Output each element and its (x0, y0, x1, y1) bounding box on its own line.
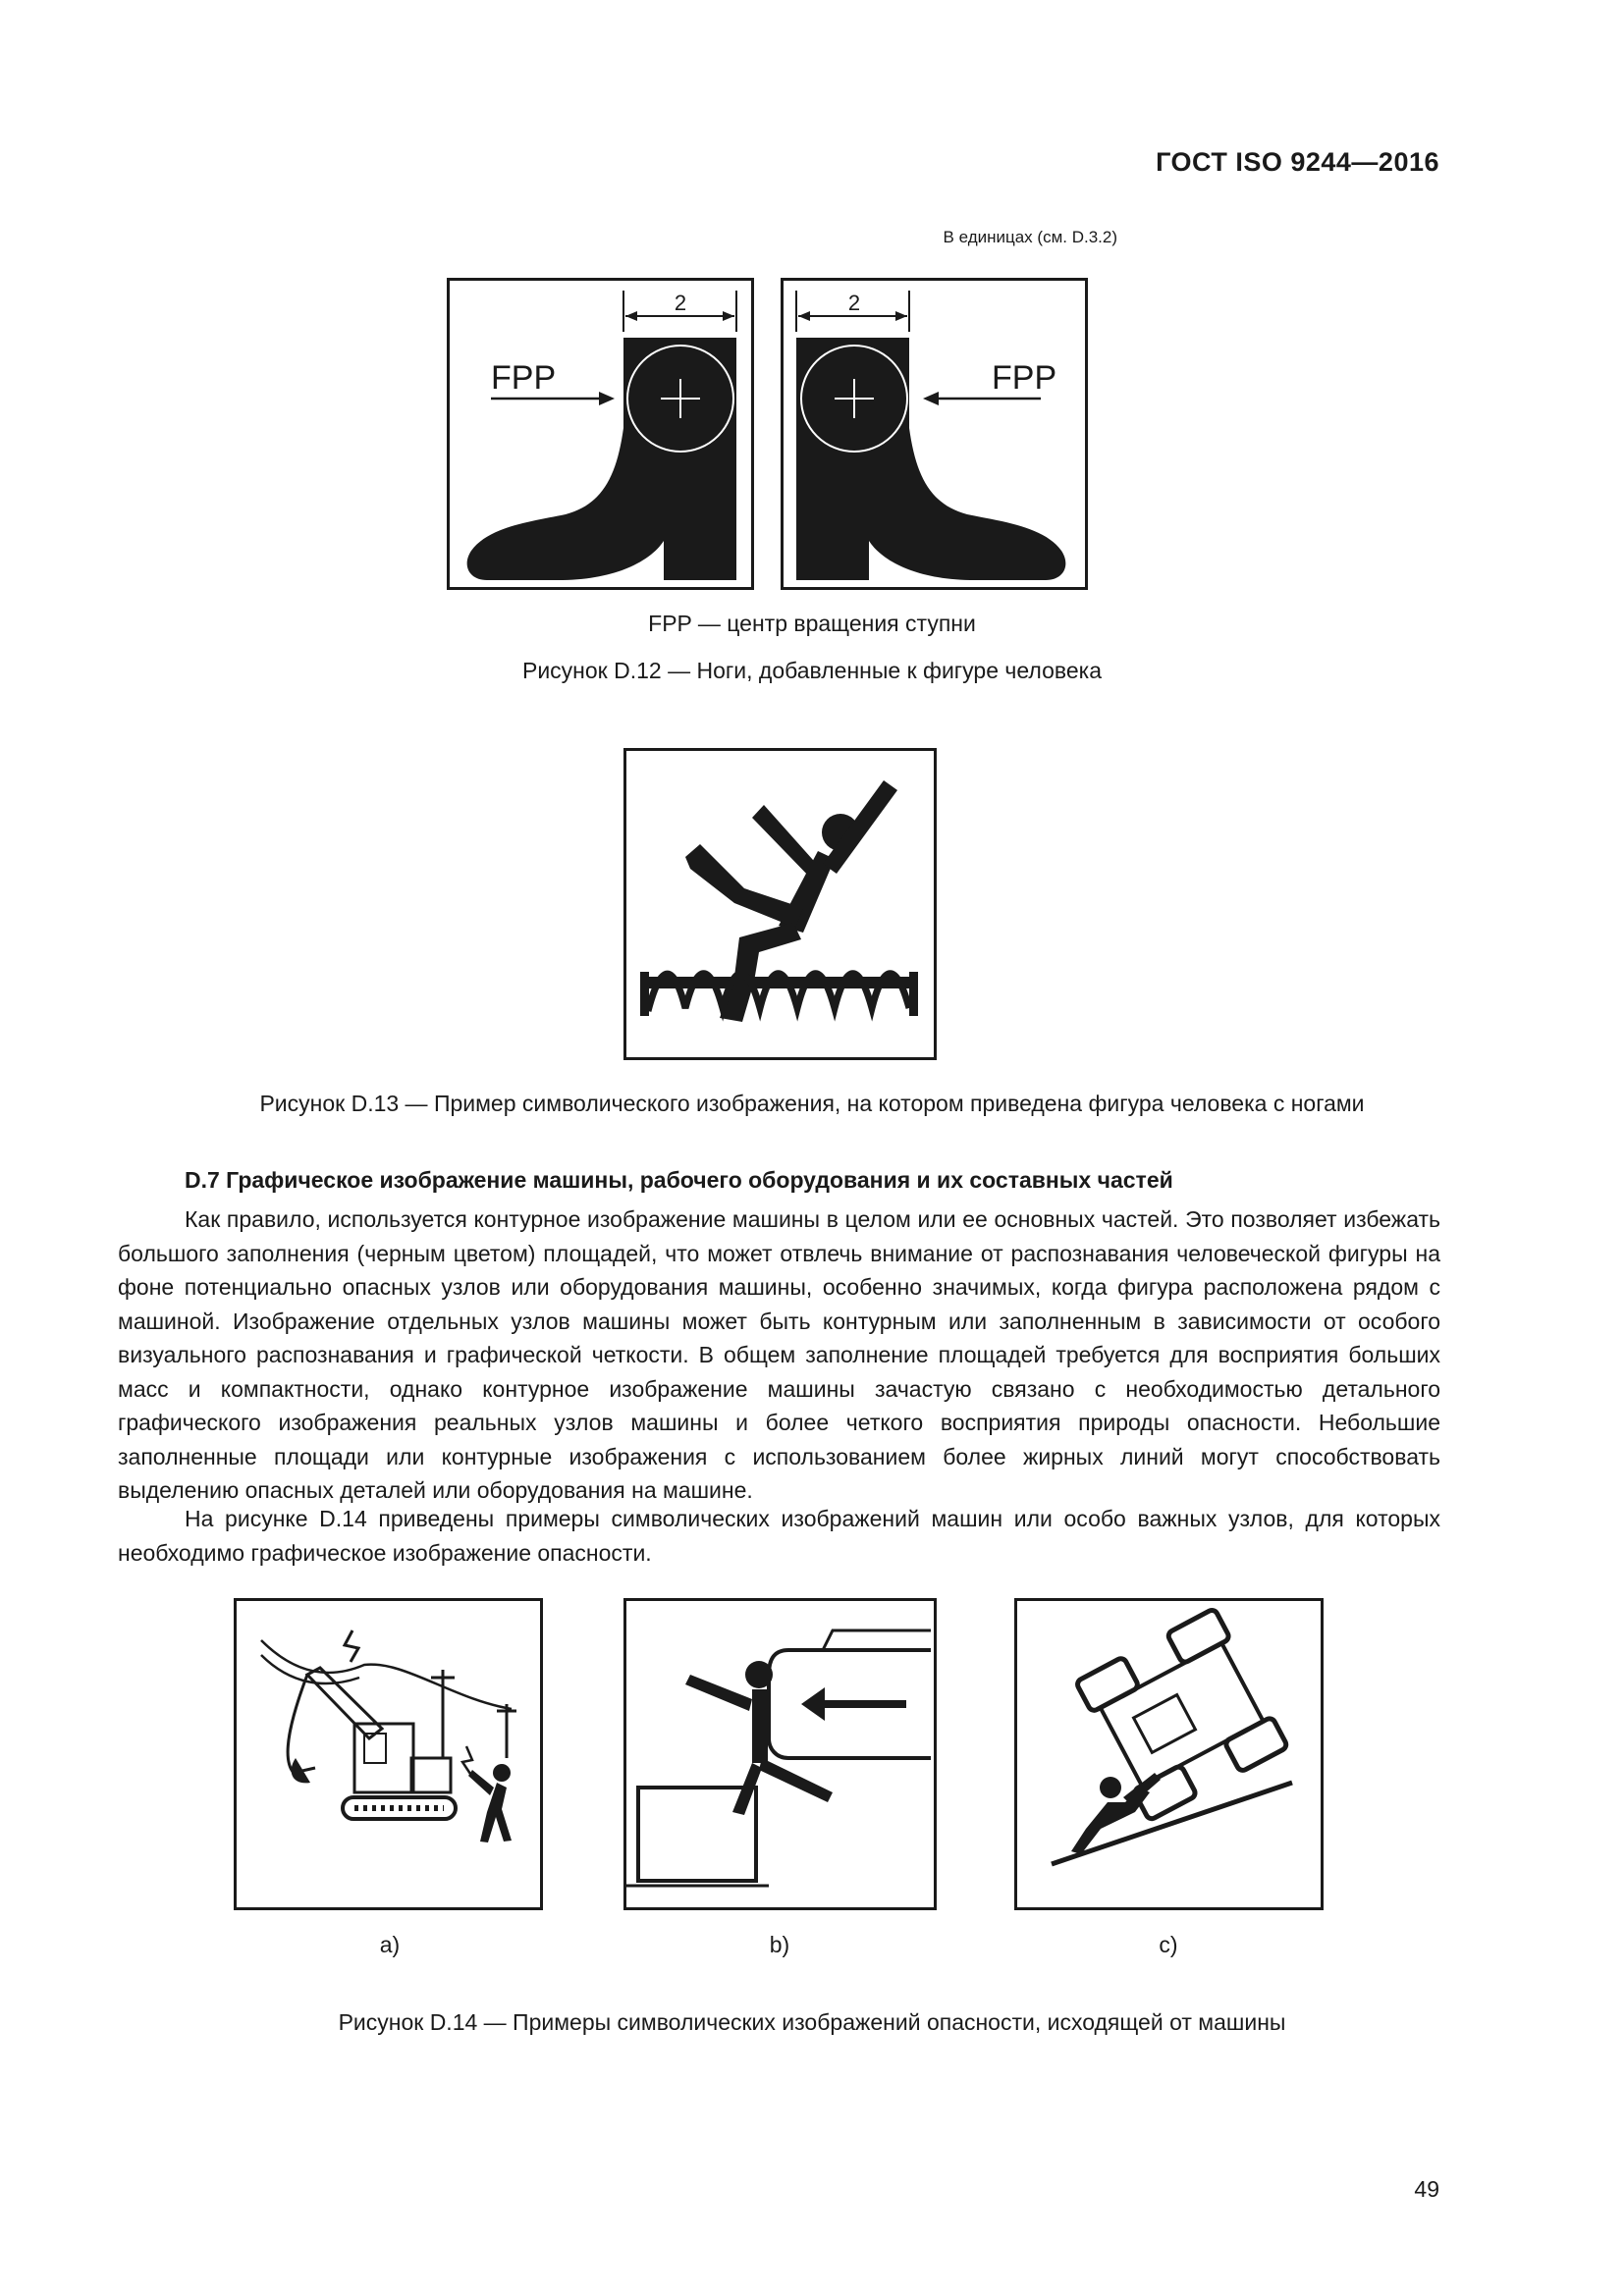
excavator-powerline-symbol (234, 1598, 543, 1910)
falling-person-auger-drawing (626, 751, 934, 1057)
fpp-legend: FPP — центр вращения ступни (648, 611, 976, 636)
auger-hazard-symbol (623, 748, 937, 1060)
page-number: 49 (1414, 2176, 1439, 2202)
paragraph-2 (118, 1502, 1440, 1570)
excavator-drawing (237, 1601, 540, 1907)
right-fpp-label: FPP (992, 359, 1057, 397)
left-boot-drawing (450, 281, 751, 587)
figure-d13-caption: Рисунок D.13 — Пример символического изображения, на котором приведена фигура человека с ногами (259, 1091, 1365, 1116)
crushing-hazard-symbol (623, 1598, 937, 1910)
paragraph-1-text: Как правило, используется контурное изображение машины в целом или ее основных частей. Это позволяет избежать большого заполнения (черным цветом) площадей, что может отвлечь внимание от распознавания человеческой фигуры на фоне потенциально опасных узлов или оборудования машины, особенно значимых, когда фигура расположена рядом с машиной. Изображение отдельных узлов машины может быть контурным или заполненным в зависимости от особого визуального распознавания и графической четкости. В общем заполнение площадей требуется для восприятия больших масс и компактности, однако контурное изображение машины зачастую связано с необходимостью детального графического изображения реальных узлов машины и более четкого восприятия природы опасности. Небольшие заполненные площади или контурные изображения с использованием более жирных линий могут способствовать выделению опасных деталей или оборудования на машине. (118, 1206, 1440, 1503)
figure-d14-caption: Рисунок D.14 — Примеры символических изображений опасности, исходящей от машины (338, 2009, 1286, 2035)
paragraph-1 (118, 1202, 1440, 1508)
left-boot-dimension: 2 (674, 291, 687, 315)
overturning-hazard-symbol (1014, 1598, 1324, 1910)
left-fpp-label: FPP (491, 359, 557, 397)
moving-machine-drawing (626, 1601, 934, 1907)
right-boot-dimension: 2 (847, 291, 861, 315)
units-note: В единицах (см. D.3.2) (943, 228, 1117, 246)
standard-code: ГОСТ ISO 9244—2016 (1156, 147, 1439, 177)
left-boot-figure (447, 278, 754, 590)
right-boot-drawing (784, 281, 1085, 587)
section-heading: D.7 Графическое изображение машины, рабочего оборудования и их составных частей (185, 1167, 1173, 1193)
sublabel-b: b) (769, 1932, 790, 1957)
tractor-rollover-drawing (1017, 1601, 1321, 1907)
figure-d12-caption: Рисунок D.12 — Ноги, добавленные к фигуре человека (521, 658, 1102, 683)
paragraph-2-text: На рисунке D.14 приведены примеры символических изображений машин или особо важных узлов, для которых необходимо графическое изображение опасности. (118, 1506, 1440, 1566)
sublabel-a: a) (379, 1932, 401, 1957)
right-boot-figure (781, 278, 1088, 590)
sublabel-c: c) (1159, 1932, 1178, 1957)
